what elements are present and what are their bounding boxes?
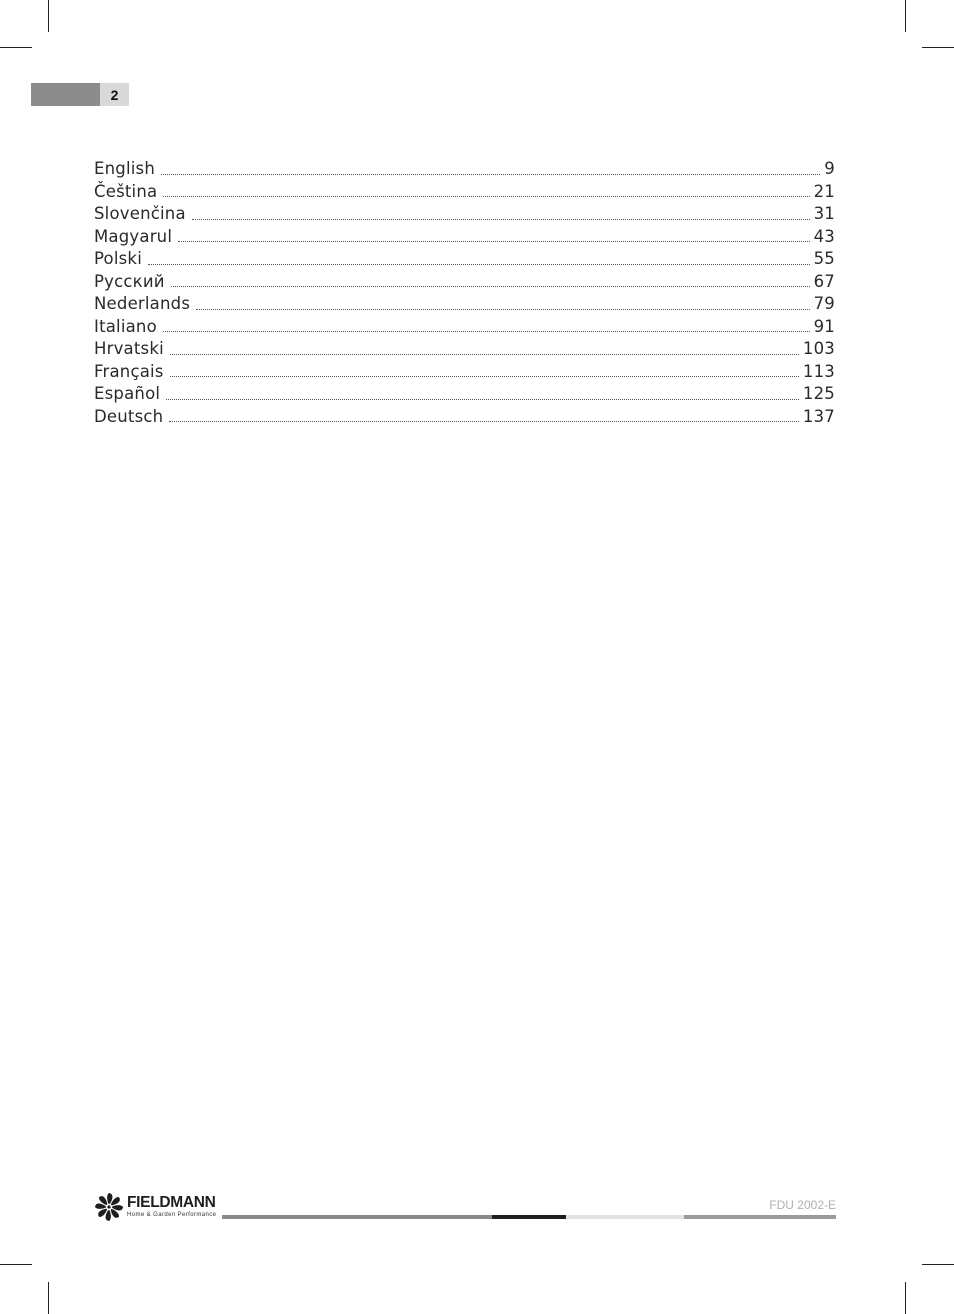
brand-tagline: Home & Garden Performance: [127, 1212, 217, 1218]
brand-name: FIELDMANN: [127, 1194, 216, 1211]
page-tab-bar: [31, 83, 100, 106]
footer-line-gray: [222, 1215, 492, 1219]
toc-entry[interactable]: [94, 293, 835, 316]
toc-entry[interactable]: [94, 361, 835, 384]
toc-leader-dots: [178, 240, 809, 242]
page-number: 2: [100, 83, 129, 106]
toc-entry[interactable]: [94, 203, 835, 226]
toc-page-number: 79: [813, 294, 835, 313]
toc-language: Hrvatski: [94, 339, 164, 358]
toc-language: Magyarul: [94, 226, 173, 246]
toc-leader-dots: [192, 218, 810, 220]
crop-mark-top-right-h: [922, 47, 954, 48]
model-number: FDU 2002-E: [769, 1198, 836, 1212]
brand-logo: [94, 1192, 216, 1222]
toc-language: Slovenčina: [94, 204, 186, 223]
toc-page-number: 103: [802, 339, 835, 358]
toc-language: Français: [94, 361, 164, 381]
toc-entry[interactable]: [94, 271, 835, 294]
crop-mark-bottom-left-v: [48, 1282, 49, 1314]
footer-line-gray-right: [684, 1215, 836, 1219]
footer-line-dark: [492, 1215, 566, 1219]
toc-leader-dots: [148, 263, 810, 265]
toc-page-number: 137: [802, 406, 835, 426]
crop-mark-bottom-right-v: [905, 1282, 906, 1314]
toc-leader-dots: [163, 195, 809, 197]
toc-entry[interactable]: [94, 338, 835, 361]
toc-entry[interactable]: [94, 226, 835, 249]
toc-entry[interactable]: [94, 158, 835, 181]
toc-page-number: 55: [813, 249, 835, 268]
toc-page-number: 31: [813, 204, 835, 223]
page-number-tab: [31, 83, 129, 106]
toc-page-number: 9: [824, 159, 835, 178]
toc-leader-dots: [169, 420, 799, 422]
toc-page-number: 67: [813, 271, 835, 291]
toc-language: Русский: [94, 271, 165, 291]
crop-mark-bottom-right-h: [922, 1264, 954, 1265]
toc-language: Polski: [94, 249, 142, 268]
toc-language: Čeština: [94, 181, 158, 201]
crop-mark-top-right-v: [905, 0, 906, 32]
toc-leader-dots: [163, 330, 810, 332]
toc-language: English: [94, 159, 155, 178]
toc-leader-dots: [171, 285, 810, 287]
crop-mark-top-left-h: [0, 47, 32, 48]
toc-entry[interactable]: [94, 181, 835, 204]
toc-entry[interactable]: [94, 406, 835, 429]
toc-leader-dots: [170, 375, 799, 377]
toc-entry[interactable]: [94, 248, 835, 271]
toc-leader-dots: [170, 353, 799, 355]
table-of-contents: [94, 158, 835, 428]
toc-language: Nederlands: [94, 294, 191, 313]
toc-language: Español: [94, 384, 161, 403]
crop-mark-bottom-left-h: [0, 1264, 32, 1265]
toc-language: Italiano: [94, 316, 157, 336]
toc-page-number: 113: [802, 361, 835, 381]
toc-entry[interactable]: [94, 383, 835, 406]
toc-entry[interactable]: [94, 316, 835, 339]
toc-page-number: 43: [813, 226, 835, 246]
crop-mark-top-left-v: [48, 0, 49, 32]
toc-leader-dots: [196, 308, 809, 310]
toc-language: Deutsch: [94, 406, 164, 426]
footer-line-light: [566, 1215, 684, 1219]
toc-leader-dots: [161, 173, 820, 175]
toc-page-number: 91: [813, 316, 835, 336]
toc-page-number: 125: [802, 384, 835, 403]
fan-logo-icon: [94, 1192, 124, 1222]
toc-leader-dots: [166, 398, 799, 400]
toc-page-number: 21: [813, 181, 835, 201]
